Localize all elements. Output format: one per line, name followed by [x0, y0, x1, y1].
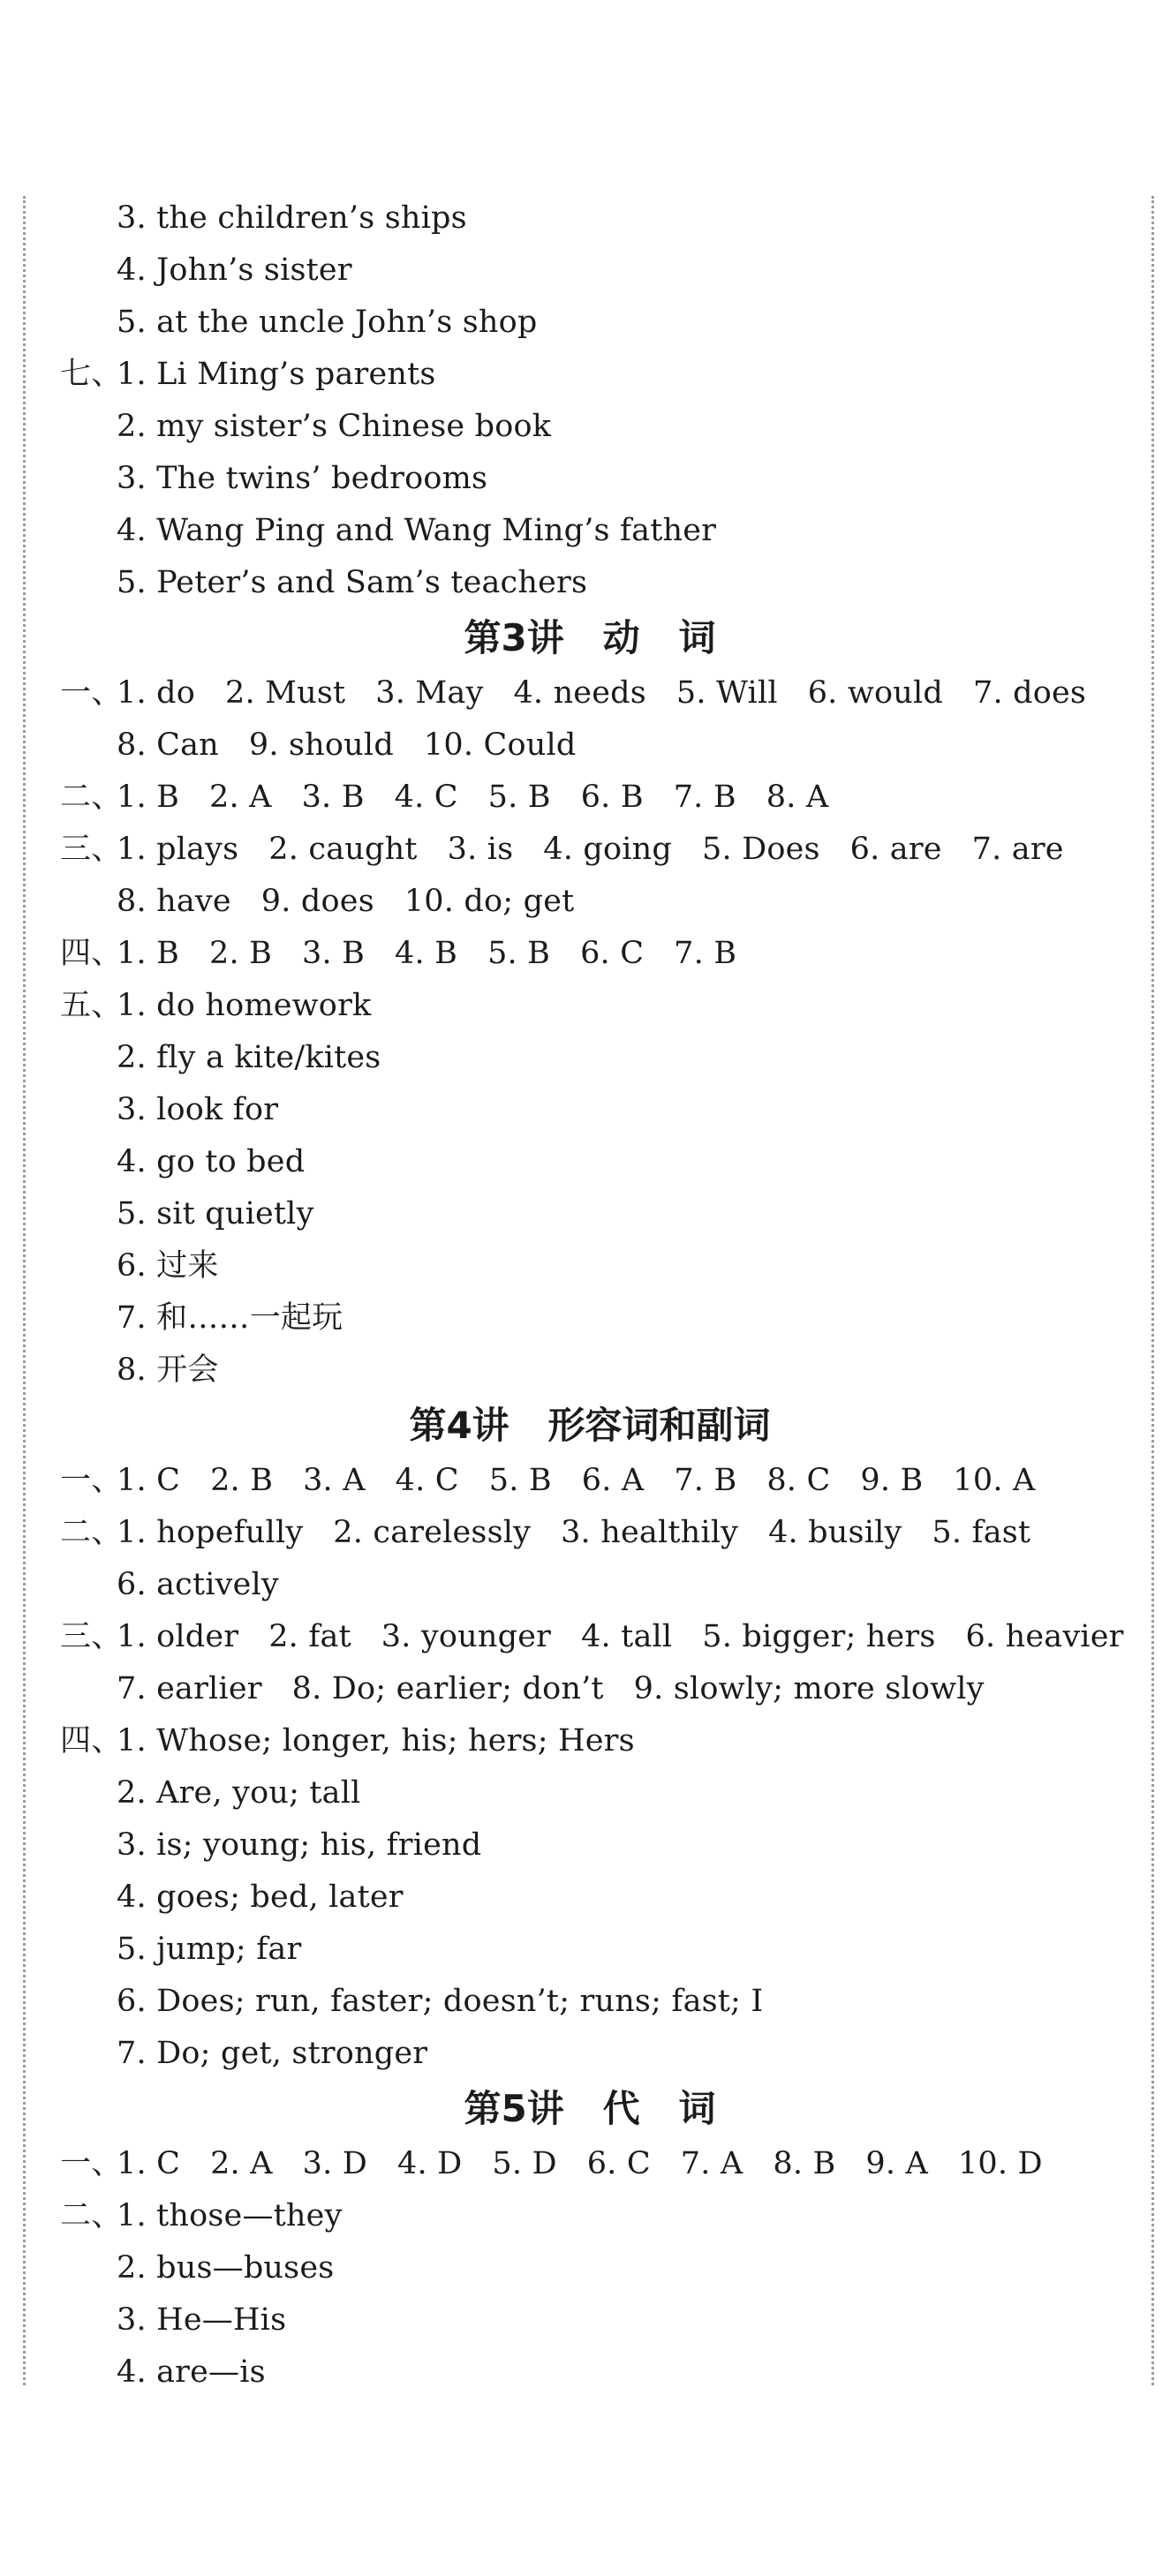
answer-line: [60, 772, 1120, 824]
answer-text: 1. B 2. B 3. B 4. B 5. B 6. C 7. B: [117, 936, 737, 971]
answer-text: 7. Do; get, stronger: [117, 2036, 428, 2071]
lecture4-title: 第4讲 形容词和副词: [409, 1404, 771, 1447]
answer-text: 8. 开会: [117, 1352, 219, 1388]
answer-line: [60, 1344, 1120, 1397]
lecture4-answers: [60, 1455, 1124, 2080]
answer-line: [60, 2294, 1120, 2346]
answer-line: [60, 1767, 1120, 1819]
answer-line: [60, 928, 1120, 980]
answer-line: [60, 876, 1120, 928]
answer-text: 6. Does; run, faster; doesn’t; runs; fast; I: [117, 1984, 764, 2019]
answer-text: 4. go to bed: [117, 1144, 306, 1179]
answer-text: 5. Peter’s and Sam’s teachers: [117, 565, 588, 600]
answer-line: [60, 349, 1120, 401]
answer-line: [60, 192, 1120, 245]
answer-line: [60, 824, 1120, 876]
question-number: 四、: [60, 936, 123, 971]
question-number: 二、: [60, 2198, 123, 2233]
answer-text: 7. 和……一起玩: [117, 1300, 343, 1336]
answer-text: 5. at the uncle John’s shop: [117, 305, 538, 340]
answer-line: [60, 1292, 1120, 1344]
answer-line: [60, 2346, 1120, 2399]
answer-text: 2. my sister’s Chinese book: [117, 409, 552, 444]
answer-line: [60, 1924, 1120, 1976]
answer-text: 1. do homework: [117, 988, 372, 1023]
answer-text: 4. John’s sister: [117, 252, 352, 288]
question-number: 三、: [60, 1619, 123, 1654]
answer-text: 3. look for: [117, 1092, 279, 1127]
answer-line: [60, 1240, 1120, 1292]
answer-text: 2. Are, you; tall: [117, 1775, 361, 1811]
section-prev-answers: [60, 192, 1120, 609]
answer-text: 4. goes; bed, later: [117, 1879, 404, 1915]
answer-line: [60, 2138, 1120, 2190]
answer-text: 3. is; young; his, friend: [117, 1827, 482, 1863]
answer-line: [60, 557, 1120, 609]
answer-text: 4. are—is: [117, 2354, 266, 2390]
answer-text: 1. Whose; longer, his; hers; Hers: [117, 1723, 635, 1759]
answer-text: 7. earlier 8. Do; earlier; don’t 9. slowly; more slowly: [117, 1671, 985, 1706]
answer-text: 5. sit quietly: [117, 1196, 314, 1232]
answer-line: [60, 505, 1120, 557]
answer-text: 1. C 2. A 3. D 4. D 5. D 6. C 7. A 8. B 9. A 10. D: [117, 2146, 1043, 2181]
answer-text: 1. hopefully 2. carelessly 3. healthily 4. busily 5. fast: [117, 1515, 1031, 1550]
answer-text: 8. Can 9. should 10. Could: [117, 727, 577, 763]
answer-line: [60, 1084, 1120, 1136]
answer-text: 1. older 2. fat 3. younger 4. tall 5. bigger; hers 6. heavier: [117, 1619, 1124, 1654]
answer-text: 1. those—they: [117, 2198, 343, 2233]
lecture3-title: 第3讲 动 词: [464, 616, 716, 659]
answer-text: 1. Li Ming’s parents: [117, 357, 436, 392]
question-number: 一、: [60, 675, 123, 711]
answer-text: 2. fly a kite/kites: [117, 1040, 381, 1075]
answer-line: [60, 2190, 1120, 2242]
answer-text: 6. 过来: [117, 1248, 219, 1284]
answer-text: 1. B 2. A 3. B 4. C 5. B 6. B 7. B 8. A: [117, 780, 829, 815]
right-page-edge: [1151, 196, 1154, 2385]
answer-text: 6. actively: [117, 1567, 279, 1602]
answer-line: [60, 1136, 1120, 1188]
answer-text: 1. plays 2. caught 3. is 4. going 5. Does 6. are 7. are: [117, 832, 1064, 867]
answer-line: [60, 453, 1120, 505]
answer-text: 3. the children’s ships: [117, 200, 467, 236]
answer-text: 8. have 9. does 10. do; get: [117, 884, 575, 919]
answer-text: 5. jump; far: [117, 1932, 302, 1967]
left-page-edge: [23, 196, 26, 2385]
answer-line: [60, 1455, 1120, 1507]
question-number: 五、: [60, 988, 123, 1023]
question-number: 二、: [60, 780, 123, 815]
question-number: 四、: [60, 1723, 123, 1759]
answer-line: [60, 1872, 1120, 1924]
answer-line: [60, 1663, 1120, 1715]
answer-content: [60, 192, 1124, 2399]
lecture3-answers: [60, 667, 1120, 1397]
question-number: 一、: [60, 1463, 123, 1498]
answer-line: [60, 297, 1120, 349]
answer-line: [60, 719, 1120, 772]
answer-line: [60, 2028, 1120, 2080]
answer-text: 3. He—His: [117, 2302, 287, 2338]
answer-line: [60, 1559, 1120, 1611]
answer-line: [60, 1819, 1120, 1872]
answer-line: [60, 2242, 1120, 2294]
answer-line: [60, 401, 1120, 453]
answer-line: [60, 1611, 1124, 1663]
answer-line: [60, 245, 1120, 297]
answer-text: 2. bus—buses: [117, 2250, 335, 2286]
answer-text: 4. Wang Ping and Wang Ming’s father: [117, 513, 717, 548]
answer-text: 3. The twins’ bedrooms: [117, 461, 488, 496]
answer-line: [60, 1976, 1120, 2028]
question-number: 三、: [60, 832, 123, 867]
answer-text: 1. C 2. B 3. A 4. C 5. B 6. A 7. B 8. C 9. B 10. A: [117, 1463, 1036, 1498]
answer-line: [60, 1507, 1120, 1559]
answer-line: [60, 1188, 1120, 1240]
lecture5-title: 第5讲 代 词: [464, 2087, 716, 2130]
answer-line: [60, 1032, 1120, 1084]
question-number: 一、: [60, 2146, 123, 2181]
answer-line: [60, 1715, 1120, 1767]
lecture5-answers: [60, 2138, 1120, 2399]
answer-text: 1. do 2. Must 3. May 4. needs 5. Will 6. would 7. does: [117, 675, 1087, 711]
answer-line: [60, 980, 1120, 1032]
question-number: 二、: [60, 1515, 123, 1550]
answer-line: [60, 667, 1120, 719]
question-number: 七、: [60, 357, 123, 392]
